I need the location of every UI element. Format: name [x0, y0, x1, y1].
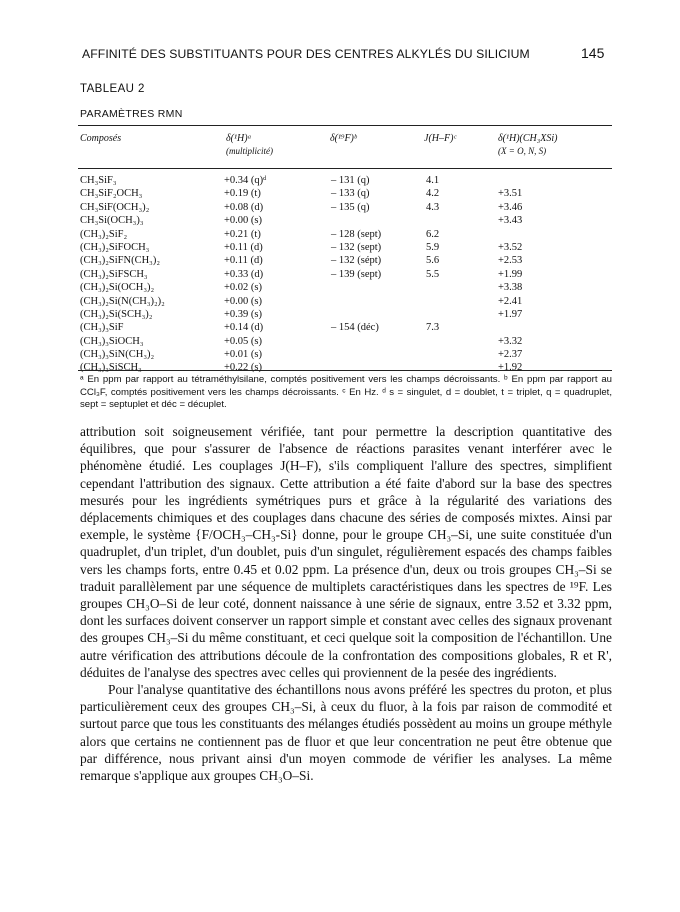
- column-delta-f: [331, 174, 411, 375]
- table-cell-compose: (CH₃)₃SiN(CH₃)₂: [80, 349, 155, 361]
- table-cell-jhf: 7.3: [426, 322, 440, 334]
- table-top-rule: [78, 125, 612, 126]
- table-cell-delta-f: [331, 348, 411, 361]
- column-header-delta-f: [330, 133, 357, 145]
- column-header-delta-h: [226, 133, 273, 157]
- paragraph: attribution soit soigneusement vérifiée, tant pour permettre la description quantitative des équilibres, que pour s'assurer de l'absence de réactions parasites venant interférer avec le phénomène étudié. Les couplages J(H–F), s'ils compliquent l'allure des spectres, simplifient cependant l'attribution des signaux. Cette attribution a été faite d'abord sur la base des spectres mesurés pour les ingrédients symétriques purs et grâce à la régularité des variations des déplacements chimiques et des couplages dans chacune des séries de composés mixtes. Ainsi par exemple, le système {F/OCH₃–CH₃-Si} donne, pour le groupe CH₃–Si, une suite constituée d'un quadruplet, d'un triplet, d'un doublet, puis d'un singulet, régulièrement espacés des champs faibles vers les champs forts, entre 0.45 et 0.02 ppm. La présence d'un, deux ou trois groupes CH₃–Si se traduit parallèlement par une séquence de multiplets caractéristiques dans les spectres de ¹⁹F. Les groupes CH₃O–Si de leur coté, donnent naissance à une série de signaux, entre 3.52 et 3.32 ppm, dont les surfaces doivent conserver un rapport simple et constant avec celles des signaux provenant des groupes CH₃–Si du même constituant, et ceci quelque soit la composition de l'échantillon. Une autre vérification des attributions découle de la confrontation des compositions globales, R et R', déduites de l'analyse des spectres avec celles qui proviennent de la pesée des ingrédients.: [80, 424, 612, 680]
- table-cell-delta-f: [331, 361, 411, 374]
- table-cell-delta-h-xsi: +1.97: [498, 308, 523, 320]
- table-cell-delta-h: +0.02 (s): [224, 282, 263, 294]
- table-cell-compose: CH₃SiF(OCH₃)₂: [80, 201, 150, 213]
- column-composes: [80, 174, 230, 375]
- table-cell-delta-h-xsi: +2.53: [498, 255, 523, 267]
- table-cell-compose: (CH₃)₂SiFN(CH₃)₂: [80, 255, 160, 267]
- table-cell-compose: (CH₃)₂Si(OCH₃)₂: [80, 282, 155, 294]
- running-head: AFFINITÉ DES SUBSTITUANTS POUR DES CENTRES ALKYLÉS DU SILICIUM: [82, 47, 530, 61]
- table-cell-jhf: [426, 214, 476, 227]
- table-cell-jhf: 4.1: [426, 175, 440, 186]
- table-cell-jhf: 6.2: [426, 228, 440, 240]
- table-cell-delta-h: +0.00 (s): [224, 295, 263, 307]
- table-cell-jhf: [426, 281, 476, 294]
- column-header-delta-f-label: δ(¹⁹F)ᵇ: [330, 133, 357, 144]
- column-header-delta-h-xsi-sublabel: (X = O, N, S): [498, 146, 547, 156]
- table-cell-delta-h-xsi: +2.37: [498, 349, 523, 361]
- table-cell-delta-h: +0.14 (d): [224, 322, 264, 334]
- table-cell-compose: CH₃Si(OCH₃)₃: [80, 215, 144, 227]
- table-cell-jhf: 5.9: [426, 241, 440, 253]
- table-cell-delta-h: +0.34 (q)ᵈ: [224, 175, 267, 186]
- table-cell-delta-f: – 139 (sept): [331, 268, 382, 280]
- column-header-jhf-label: J(H–F)ᶜ: [424, 133, 457, 144]
- page-number: 145: [581, 45, 605, 61]
- column-delta-h: [224, 174, 314, 375]
- table-cell-delta-h-xsi: +3.38: [498, 282, 523, 294]
- table-cell-jhf: [426, 295, 476, 308]
- table-cell-delta-f: – 128 (sept): [331, 228, 382, 240]
- column-header-composes: [80, 133, 121, 145]
- body-text: [80, 423, 612, 784]
- table-cell-delta-h: +0.00 (s): [224, 215, 263, 227]
- table-cell-compose: (CH₃)₂Si(SCH₃)₂: [80, 308, 153, 320]
- table-cell-delta-h-xsi: +3.52: [498, 241, 523, 253]
- table-cell-compose: (CH₃)₂Si(N(CH₃)₂)₂: [80, 295, 165, 307]
- table-cell-delta-h-xsi: +3.32: [498, 335, 523, 347]
- table-cell-jhf: 5.6: [426, 255, 440, 267]
- table-cell-jhf: [426, 308, 476, 321]
- table-cell-delta-f: – 154 (déc): [331, 322, 379, 334]
- table-cell-delta-h: +0.05 (s): [224, 335, 263, 347]
- table-caption: PARAMÈTRES RMN: [80, 108, 183, 120]
- table-cell-compose: (CH₃)₃SiOCH₃: [80, 335, 144, 347]
- table-cell-jhf: [426, 348, 476, 361]
- table-cell-delta-h: +0.33 (d): [224, 268, 264, 280]
- table-cell-delta-h: +0.11 (d): [224, 255, 263, 267]
- table-cell-compose: (CH₃)₂SiFOCH₃: [80, 241, 150, 253]
- table-cell-delta-f: [331, 335, 411, 348]
- table-cell-delta-h: +0.21 (t): [224, 228, 261, 240]
- column-jhf: [426, 174, 476, 375]
- table-cell-delta-h-xsi: +3.46: [498, 201, 523, 213]
- table-cell-jhf: 5.5: [426, 268, 440, 280]
- table-cell-compose: (CH₃)₂SiFSCH₃: [80, 268, 148, 280]
- table-cell-jhf: 4.2: [426, 188, 440, 200]
- table-bottom-rule: [78, 370, 612, 371]
- table-cell-delta-h: +0.39 (s): [224, 308, 263, 320]
- table-cell-delta-h-xsi: +3.43: [498, 215, 523, 227]
- table-cell-delta-h-xsi: +3.51: [498, 188, 523, 200]
- table-cell-delta-h-xsi: +1.92: [498, 362, 523, 374]
- column-header-jhf: [424, 133, 456, 145]
- table-cell-delta-f: [331, 214, 411, 227]
- paragraph: Pour l'analyse quantitative des échantillons nous avons préféré les spectres du proton, et plus particulièrement ceux des groupes CH₃–Si, à ceux du fluor, à la fois par raison de commodité et surtout parce que tous les constituants des mélanges étudiés possèdent au moins un groupe méthyle alors que certains ne contiennent pas de fluor et que leur concentration ne peut être obtenue que par différence, nous privant ainsi d'un moyen commode de vérifier les analyses. La même remarque s'applique aux groupes CH₃O–Si.: [80, 682, 612, 784]
- table-header-rule: [78, 168, 612, 169]
- column-header-delta-h-xsi: [498, 133, 557, 157]
- column-header-delta-h-label: δ(¹H)ᵃ: [226, 133, 252, 144]
- table-cell-delta-h-xsi: [498, 321, 608, 334]
- table-label: TABLEAU 2: [80, 83, 145, 95]
- table-cell-jhf: [426, 335, 476, 348]
- table-cell-delta-f: [331, 295, 411, 308]
- table-cell-delta-h-xsi: [498, 228, 608, 241]
- table-cell-delta-f: – 132 (sépt): [331, 255, 382, 267]
- table-cell-delta-h: +0.08 (d): [224, 201, 264, 213]
- table-cell-delta-h: +0.01 (s): [224, 349, 263, 361]
- table-cell-delta-f: – 135 (q): [331, 201, 370, 213]
- table-cell-compose: (CH₃)₂SiF₂: [80, 228, 128, 240]
- table-cell-compose: CH₃SiF₃: [80, 175, 117, 186]
- table-cell-delta-h: +0.22 (s): [224, 362, 263, 374]
- column-delta-h-xsi: [498, 174, 608, 375]
- table-cell-delta-f: – 131 (q): [331, 175, 370, 186]
- table-cell-delta-f: [331, 281, 411, 294]
- table-cell-delta-h: +0.11 (d): [224, 241, 263, 253]
- table-cell-jhf: 4.3: [426, 201, 440, 213]
- table-cell-delta-f: – 133 (q): [331, 188, 370, 200]
- table-cell-jhf: [426, 361, 476, 374]
- table-cell-delta-h-xsi: [498, 174, 608, 187]
- column-header-composes-label: Composés: [80, 133, 122, 144]
- table-cell-compose: (CH₃)₃SiF: [80, 322, 124, 334]
- table-cell-delta-h: +0.19 (t): [224, 188, 261, 200]
- table-cell-delta-h-xsi: +2.41: [498, 295, 523, 307]
- table-cell-delta-f: [331, 308, 411, 321]
- table-footnote: ᵃ En ppm par rapport au tétraméthylsilane, comptés positivement vers les champs décroissants. ᵇ En ppm par rapport au CCl₃F, comptés positivement vers les champs décroissants. ᶜ En Hz. ᵈ s = singulet, d = doublet, t = triplet, q = quadruplet, sept = septuplet et déc = décuplet.: [80, 374, 612, 411]
- column-header-delta-h-sublabel: (multiplicité): [226, 146, 273, 156]
- table-cell-compose: CH₃SiF₂OCH₃: [80, 188, 143, 200]
- table-cell-delta-f: – 132 (sept): [331, 241, 382, 253]
- table-cell-compose: (CH₃)₃SiSCH₃: [80, 362, 142, 374]
- column-header-delta-h-xsi-label: δ(¹H)(CH₃XSi): [498, 133, 558, 144]
- table-cell-delta-h-xsi: +1.99: [498, 268, 523, 280]
